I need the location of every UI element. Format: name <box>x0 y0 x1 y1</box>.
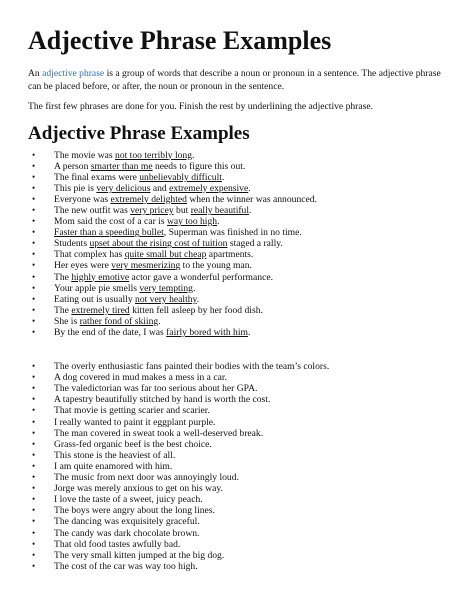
list-item <box>28 283 456 294</box>
sentence-text: and <box>150 182 170 194</box>
sentence-text: . <box>217 216 220 228</box>
adjective-phrase: very pricey <box>130 204 174 216</box>
sentence-text: kitten fell asleep by her food dish. <box>129 304 263 316</box>
adjective-phrase: extremely expensive <box>169 182 249 194</box>
sentence-text: The <box>54 271 72 283</box>
list-item: • The valedictorian was far too serious about her GPA. <box>28 383 456 394</box>
list-item: • The overly enthusiastic fans painted their bodies with the team’s colors. <box>28 361 456 372</box>
sentence-text: . <box>192 149 195 161</box>
adjective-phrase-link[interactable]: adjective phrase <box>42 68 105 79</box>
list-item <box>28 150 456 161</box>
sentence-text: Your apple pie smells <box>54 282 140 294</box>
sentence-text: She is <box>54 315 80 327</box>
sentence-text: By the end of the date, I was <box>54 327 167 338</box>
sentence-text: . <box>247 327 251 338</box>
instructions-paragraph: The first few phrases are done for you. Finish the rest by underlining the adjective phrase. <box>28 101 374 112</box>
list-item: • The candy was dark chocolate brown. <box>28 528 456 539</box>
sentence-text: needs to figure this out. <box>152 160 246 172</box>
list-item: • The very small kitten jumped at the big dog. <box>28 550 456 561</box>
sentence-text: The new outfit was <box>54 204 131 216</box>
sentence-text: apartments. <box>206 249 254 261</box>
list-item: • I am quite enamored with him. <box>28 461 456 472</box>
sentence-text: . <box>248 182 251 194</box>
list-item <box>28 249 456 260</box>
list-item: • Grass-fed organic beef is the best choice. <box>28 439 456 450</box>
list-item: • That movie is getting scarier and scarier. <box>28 405 456 416</box>
list-item: • The dancing was exquisitely graceful. <box>28 516 456 527</box>
adjective-phrase: way too high <box>166 216 218 228</box>
list-item: • That old food tastes awfully bad. <box>28 539 456 550</box>
adjective-phrase: extremely delighted <box>110 193 187 205</box>
sentence-text: That complex has <box>54 249 125 261</box>
list-item: • Jorge was merely anxious to get on his way. <box>28 483 456 494</box>
list-item: • I love the taste of a sweet, juicy peach. <box>28 494 456 505</box>
sentence-text: when the winner was announced. <box>186 193 317 205</box>
sentence-text: . <box>158 315 161 327</box>
adjective-phrase: quite small but cheap <box>124 249 207 261</box>
list-item <box>28 205 456 216</box>
list-item <box>28 194 456 205</box>
sentence-text: The <box>54 304 72 316</box>
intro-paragraph <box>28 68 456 93</box>
sentence-text: Her eyes were <box>54 260 112 272</box>
adjective-phrase: rather fond of skiing <box>79 315 159 327</box>
list-item <box>28 272 456 283</box>
list-item: • The man covered in sweat took a well-deserved break. <box>28 428 456 439</box>
sentence-text: . <box>196 293 200 305</box>
sentence-text: to the young man. <box>180 260 252 272</box>
list-item <box>28 172 456 183</box>
list-item <box>28 294 456 305</box>
list-item <box>28 183 456 194</box>
list-item <box>28 161 456 172</box>
adjective-phrase: not very healthy <box>135 293 197 305</box>
sentence-text: staged a rally. <box>227 238 283 250</box>
adjective-phrase: very tempting <box>139 282 193 294</box>
list-item <box>28 238 456 249</box>
adjective-phrase: highly emotive <box>71 271 130 283</box>
adjective-phrase: upset about the rising cost of tuition <box>89 238 228 250</box>
adjective-phrase: very delicious <box>96 182 151 194</box>
sentence-text: Mom said the cost of a car is <box>54 216 167 228</box>
section-title: Adjective Phrase Examples <box>28 122 250 144</box>
adjective-phrase: very mesmerizing <box>111 260 181 272</box>
adjective-phrase: really beautiful <box>190 204 250 216</box>
intro-before-link: An <box>28 68 43 79</box>
list-item <box>28 216 456 227</box>
adjective-phrase: unbelievably difficult <box>139 171 222 183</box>
adjective-phrase: fairly bored with him <box>166 327 248 338</box>
list-item: • The boys were angry about the long lines. <box>28 505 456 516</box>
list-item: • I really wanted to paint it eggplant purple. <box>28 417 456 428</box>
adjective-phrase: Faster than a speeding bullet <box>54 227 164 239</box>
list-item: • A dog covered in mud makes a mess in a car. <box>28 372 456 383</box>
list-item <box>28 305 456 316</box>
sentence-text: but <box>173 204 191 216</box>
sentence-text: The movie was <box>54 149 116 161</box>
adjective-phrase: smarter than me <box>90 160 153 172</box>
done-examples-list <box>28 150 456 339</box>
list-item: • The cost of the car was way too high. <box>28 561 456 572</box>
sentence-text: . <box>192 282 196 294</box>
sentence-text: , Superman was finished in no time. <box>163 227 302 239</box>
adjective-phrase: not too terribly long <box>115 149 193 161</box>
sentence-text: Eating out is usually <box>54 293 136 305</box>
page-title: Adjective Phrase Examples <box>28 26 332 55</box>
list-item: • A tapestry beautifully stitched by hand is worth the cost. <box>28 394 456 405</box>
sentence-text: Everyone was <box>54 193 111 205</box>
practice-examples-list <box>28 361 456 572</box>
sentence-text: actor gave a wonderful performance. <box>129 271 273 283</box>
sentence-text: The final exams were <box>54 171 140 183</box>
sentence-text: . <box>221 171 225 183</box>
list-spacer <box>28 338 456 361</box>
list-item <box>28 227 456 238</box>
list-item <box>28 316 456 327</box>
list-item: • This stone is the heaviest of all. <box>28 450 456 461</box>
list-item <box>28 260 456 271</box>
sentence-text: Students <box>54 238 90 250</box>
sentence-text: This pie is <box>54 182 97 194</box>
list-item <box>28 327 456 338</box>
adjective-phrase: extremely tired <box>71 304 130 316</box>
sentence-text: A person <box>54 160 91 172</box>
intro-after-link: is a group of words that describe a noun or pronoun in a sentence. The adjective phrase can be placed before, or after, the noun or pronoun in the sentence. <box>28 68 441 92</box>
sentence-text: . <box>249 204 252 216</box>
list-item: • The music from next door was annoyingly loud. <box>28 472 456 483</box>
